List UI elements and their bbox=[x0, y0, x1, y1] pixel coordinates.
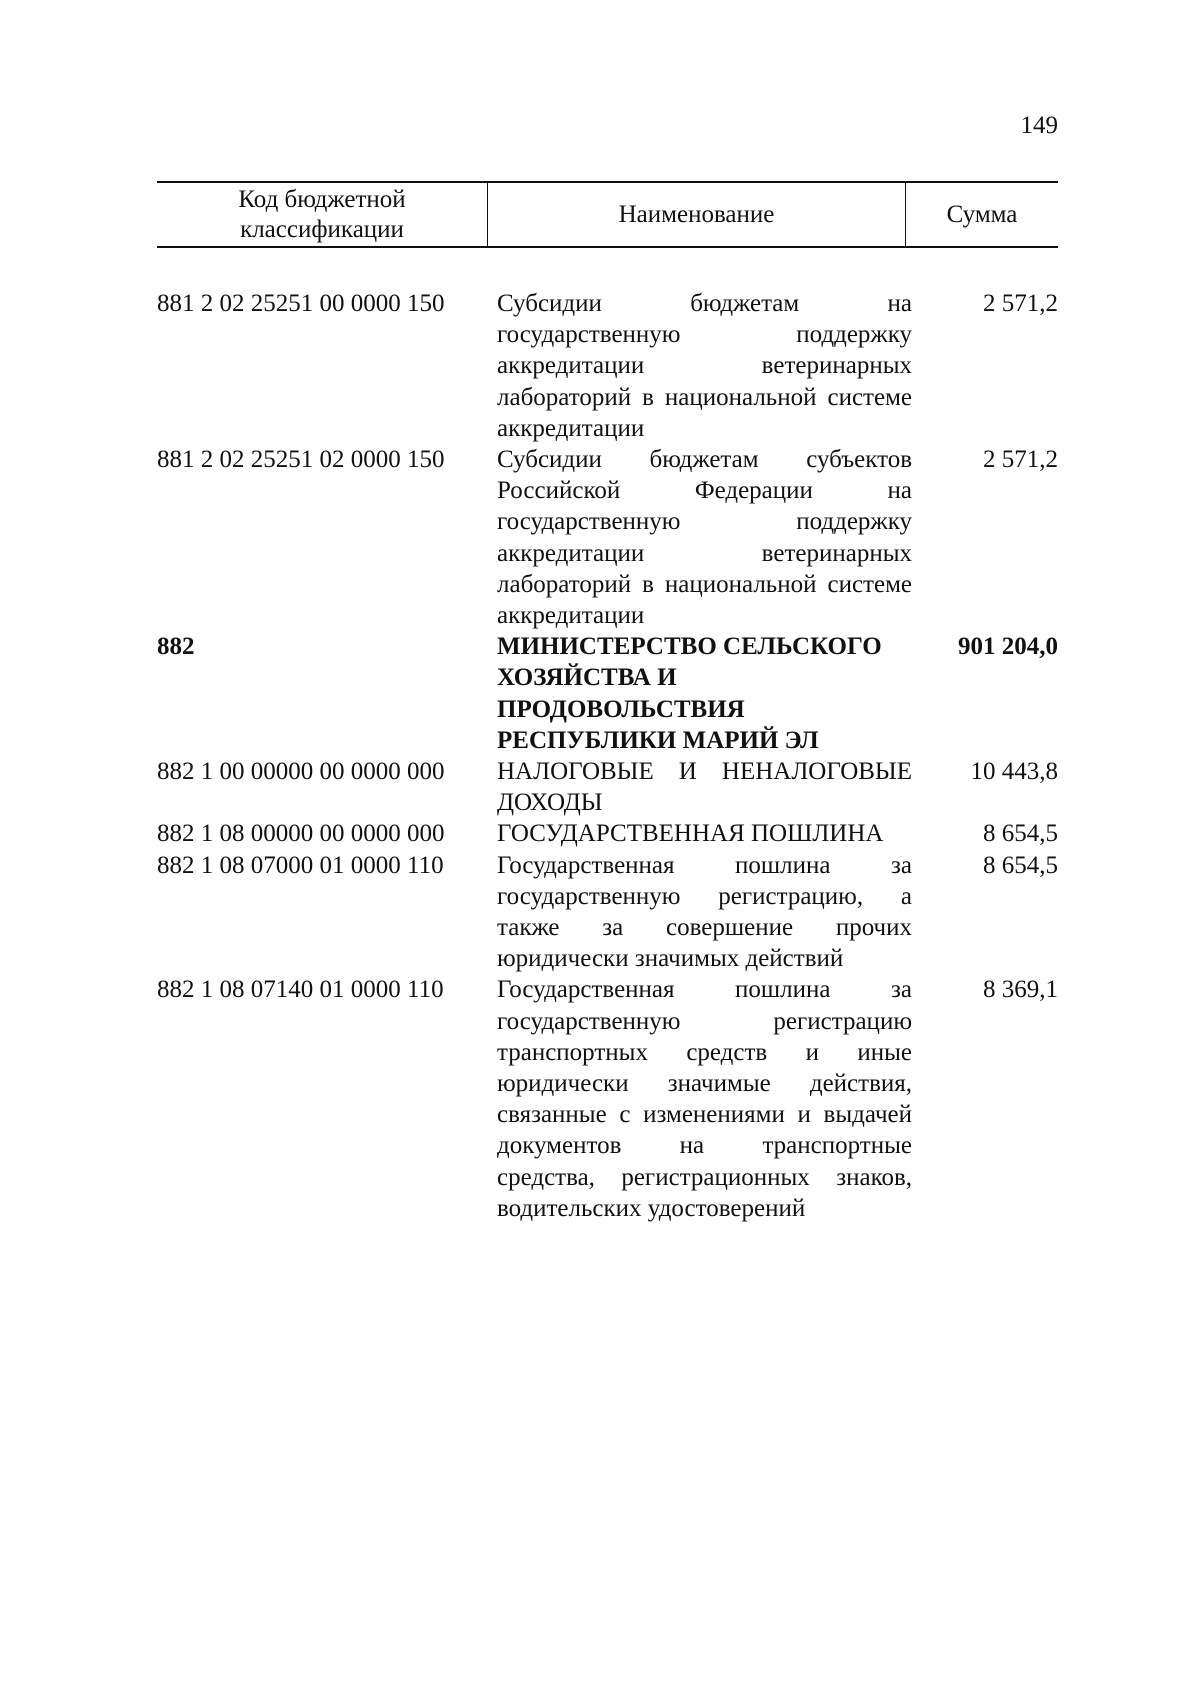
table-row bbox=[157, 850, 1058, 975]
row-sum: 8 369,1 bbox=[983, 976, 1058, 1004]
row-sum: 2 571,2 bbox=[983, 446, 1058, 474]
table-row bbox=[157, 974, 1058, 1224]
table-header bbox=[157, 181, 1058, 248]
table-row bbox=[157, 444, 1058, 631]
row-name: Государственная пошлина за государственную регистрацию транспортных средств и иные юридически значимые действия, связанные с изменениями и выдачей документов на транспортные средства, регистрационных знаков, водительских удостоверений bbox=[497, 976, 912, 1222]
row-name: Субсидии бюджетам на государственную поддержку аккредитации ветеринарных лабораторий в национальной системе аккредитации bbox=[497, 290, 912, 442]
table-row bbox=[157, 288, 1058, 444]
table-row bbox=[157, 818, 1058, 849]
row-code: 882 1 08 00000 00 0000 000 bbox=[157, 820, 445, 848]
row-sum: 8 654,5 bbox=[983, 820, 1058, 848]
budget-table bbox=[157, 288, 1058, 1224]
row-code: 882 1 08 07140 01 0000 110 bbox=[157, 976, 444, 1004]
header-code: Код бюджетной классификации bbox=[238, 185, 406, 243]
table-row bbox=[157, 756, 1058, 818]
row-code: 882 bbox=[157, 633, 195, 661]
row-name: ГОСУДАРСТВЕННАЯ ПОШЛИНА bbox=[497, 820, 884, 848]
row-name: МИНИСТЕРСТВО СЕЛЬСКОГО ХОЗЯЙСТВА И ПРОДОВОЛЬСТВИЯ РЕСПУБЛИКИ МАРИЙ ЭЛ bbox=[497, 633, 882, 754]
row-sum: 2 571,2 bbox=[983, 290, 1058, 317]
row-name: Государственная пошлина за государственную регистрацию, а также за совершение прочих юридически значимых действий bbox=[497, 851, 912, 973]
row-code: 881 2 02 25251 02 0000 150 bbox=[157, 446, 445, 474]
row-code: 882 1 00 00000 00 0000 000 bbox=[157, 758, 445, 786]
row-sum: 8 654,5 bbox=[983, 851, 1058, 879]
row-code: 881 2 02 25251 00 0000 150 bbox=[157, 290, 445, 317]
header-sum: Сумма bbox=[946, 200, 1018, 228]
row-sum: 901 204,0 bbox=[958, 633, 1058, 661]
table-row-ministry bbox=[157, 631, 1058, 756]
header-name: Наименование bbox=[487, 183, 906, 246]
row-code: 882 1 08 07000 01 0000 110 bbox=[157, 851, 444, 879]
row-name: НАЛОГОВЫЕ И НЕНАЛОГОВЫЕ ДОХОДЫ bbox=[497, 758, 912, 817]
row-sum: 10 443,8 bbox=[970, 758, 1058, 786]
row-name: Субсидии бюджетам субъектов Российской Федерации на государственную поддержку аккредитации ветеринарных лабораторий в национальной системе аккредитации bbox=[497, 446, 912, 630]
page-number: 149 bbox=[1020, 112, 1058, 139]
